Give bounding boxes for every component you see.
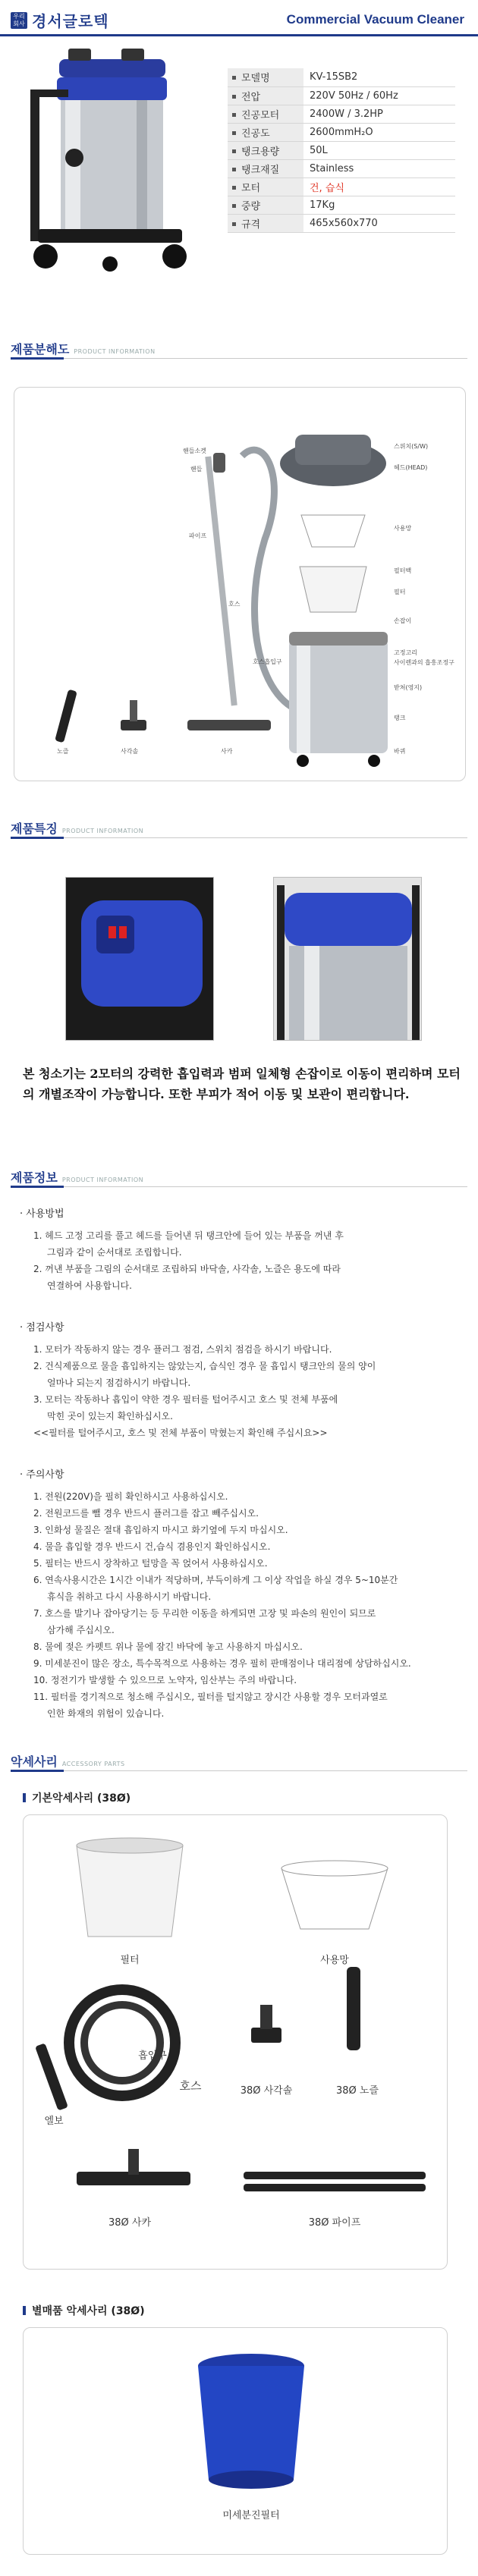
caution-title: · 주의사항 xyxy=(20,1467,411,1484)
optional-accessories-box xyxy=(23,2327,448,2555)
part-label-tank: 탱크 xyxy=(394,715,406,721)
part-label-floor-tool: 사카 xyxy=(221,748,233,755)
switch-closeup-image xyxy=(66,878,214,1041)
inspection-block xyxy=(20,1320,376,1441)
caution-line: 7. 호스를 발기나 잡아당기는 등 무리한 이동을 하게되면 고장 및 파손의 원인이 되므로 xyxy=(33,1608,376,1619)
caution-line: 11. 필터를 경기적으로 청소해 주십시오, 필터를 털지않고 장시간 사용할 경우 모터과열로 xyxy=(33,1692,388,1702)
spec-value: 2400W / 3.2HP xyxy=(303,105,455,123)
feature-photo-body xyxy=(273,877,422,1041)
spec-label: 규격 xyxy=(228,214,303,232)
part-label-handle: 핸들 xyxy=(190,466,203,473)
section-divider xyxy=(11,1186,467,1187)
inspection-line: 2. 건식제품으로 물을 흡입하지는 않았는지, 습식인 경우 물 흡입시 탱크안의 물의 양이 xyxy=(33,1361,376,1371)
spec-row xyxy=(228,177,455,196)
accessory-label-hose: 호스 xyxy=(179,2079,202,2093)
accessory-label-fine-filter: 미세분진필터 xyxy=(222,2510,280,2521)
part-label-hose-inlet: 호스흡입구 xyxy=(253,658,282,665)
spec-row xyxy=(228,159,455,177)
part-label-switch: 스위치(S/W) xyxy=(394,443,429,450)
part-label-grip: 손잡이 xyxy=(394,617,412,624)
fine-filter-image xyxy=(24,2328,448,2556)
caution-block xyxy=(20,1467,411,1722)
section-title-info: 제품정보 PRODUCT INFORMATION xyxy=(11,1170,144,1185)
spec-label: 전압 xyxy=(228,86,303,105)
part-label-handle-socket: 핸들소켓 xyxy=(183,448,206,454)
part-label-hose: 호스 xyxy=(228,601,241,608)
part-label-brush: 사각솔 xyxy=(121,748,139,755)
accessory-label-filter: 필터 xyxy=(120,1955,140,1966)
caution-line: 1. 전원(220V)을 필히 확인하시고 사용하십시오. xyxy=(33,1491,228,1502)
usage-title: · 사용방법 xyxy=(20,1206,344,1223)
part-label-filter: 필터 xyxy=(394,589,406,595)
section-title-features: 제품특징 PRODUCT INFORMATION xyxy=(11,821,144,836)
caution-line: 10. 정전기가 발생할 수 있으므로 노약자, 임산부는 주의 바랍니다. xyxy=(33,1675,297,1685)
spec-row xyxy=(228,196,455,214)
feature-photo-switch xyxy=(65,877,214,1041)
product-image xyxy=(15,44,205,287)
part-label-clip: 고정고리 xyxy=(394,649,417,656)
section-divider xyxy=(11,358,467,359)
parts-diagram xyxy=(14,387,466,781)
brand-logo xyxy=(11,9,109,31)
spec-label: 모터 xyxy=(228,177,303,196)
caution-line: 5. 필터는 반드시 장착하고 털망을 꼭 얹어서 사용하십시오. xyxy=(33,1558,268,1569)
caution-line: 휴식을 취하고 다시 사용하시기 바랍니다. xyxy=(47,1591,212,1602)
part-label-basket: 사용망 xyxy=(394,525,412,532)
feature-description: 본 청소기는 2모터의 강력한 흡입력과 범퍼 일체형 손잡이로 이동이 편리하며 모터의 개별조작이 가능합니다. 또한 부피가 적어 이동 및 보관이 편리합니다. xyxy=(23,1067,461,1101)
spec-row xyxy=(228,105,455,123)
part-label-wheel: 바퀴 xyxy=(394,748,406,755)
inspection-line: 3. 모터는 작동하나 흡입이 약한 경우 필터를 털어주시고 호스 및 전체 부품에 xyxy=(33,1394,338,1405)
inspection-line: 막힌 곳이 있는지 확인하십시오. xyxy=(47,1411,173,1422)
spec-value: 465x560x770 xyxy=(303,214,455,232)
spec-label: 진공도 xyxy=(228,123,303,141)
usage-line: 2. 꺼낸 부품을 그림의 순서대로 조립하되 바닥솔, 사각솔, 노즐은 용도에 따라 xyxy=(33,1264,341,1274)
inspection-title: · 점검사항 xyxy=(20,1320,376,1337)
spec-table xyxy=(228,68,455,233)
usage-line: 연결하여 사용합니다. xyxy=(47,1280,132,1291)
accessory-label-floor-tool: 38Ø 사카 xyxy=(108,2217,152,2229)
header-title: Commercial Vacuum Cleaner xyxy=(286,12,464,27)
caution-line: 삼가해 주십시오. xyxy=(47,1625,115,1635)
part-label-filter-bag: 필터백 xyxy=(394,567,412,574)
spec-value: KV-15SB2 xyxy=(303,68,455,86)
spec-value: 2600mmH₂O xyxy=(303,123,455,141)
spec-label: 중량 xyxy=(228,196,303,214)
caution-line: 3. 인화성 물질은 절대 흡입하지 마시고 화기옆에 두지 마십시오. xyxy=(33,1525,288,1535)
accessory-label-inlet: 흡입구 xyxy=(138,2050,167,2062)
part-label-bracket: 받쳐(영지) xyxy=(394,684,423,691)
caution-line: 9. 미세분진이 많은 장소, 특수목적으로 사용하는 경우 필히 판매점이나 대리점에 상담하십시오. xyxy=(33,1658,411,1669)
accessories-illustration xyxy=(24,1815,448,2270)
part-label-crevice: 노즐 xyxy=(57,748,69,755)
spec-row xyxy=(228,214,455,232)
spec-row xyxy=(228,141,455,159)
caution-line: 8. 물에 젖은 카펫트 위나 물에 잠긴 바닥에 놓고 사용하지 마십시오. xyxy=(33,1641,303,1652)
part-label-wand: 파이프 xyxy=(189,532,207,539)
spec-value: 건, 습식 xyxy=(303,177,455,196)
inspection-line: 1. 모터가 작동하지 않는 경우 플러그 점검, 스위치 점검을 하시기 바랍니다. xyxy=(33,1344,332,1355)
section-divider xyxy=(11,837,467,838)
spec-value: Stainless xyxy=(303,159,455,177)
spec-label: 모델명 xyxy=(228,68,303,86)
basic-accessories-title: 기본악세사리 (38Ø) xyxy=(23,1790,131,1805)
usage-line: 1. 헤드 고정 고리를 풀고 헤드를 들어낸 뒤 탱크안에 들어 있는 부품을 꺼낸 후 xyxy=(33,1230,344,1241)
inspection-line: 얼마나 되는지 점검하시기 바랍니다. xyxy=(47,1378,191,1388)
inspection-line: <<필터를 털어주시고, 호스 및 전체 부품이 막혔는지 확인해 주십시요>> xyxy=(33,1428,328,1438)
section-title-parts: 제품분해도 PRODUCT INFORMATION xyxy=(11,342,156,357)
basic-accessories-box xyxy=(23,1814,448,2270)
spec-row xyxy=(228,68,455,86)
spec-row xyxy=(228,123,455,141)
accessory-label-basket: 사용망 xyxy=(320,1955,349,1966)
part-label-head: 헤드(HEAD) xyxy=(394,464,428,471)
accessory-label-elbow: 엘보 xyxy=(44,2116,64,2127)
caution-line: 인한 화재의 위험이 있습니다. xyxy=(47,1708,165,1719)
spec-label: 탱크재질 xyxy=(228,159,303,177)
spec-row xyxy=(228,86,455,105)
spec-value: 17Kg xyxy=(303,196,455,214)
caution-line: 6. 연속사용시간은 1시간 이내가 적당하며, 부득이하게 그 이상 작업을 하실 경우 5~10분간 xyxy=(33,1575,398,1585)
accessory-label-brush: 38Ø 사각솔 xyxy=(240,2085,293,2097)
spec-label: 탱크용량 xyxy=(228,141,303,159)
body-closeup-image xyxy=(274,878,422,1041)
spec-label: 진공모터 xyxy=(228,105,303,123)
spec-value: 50L xyxy=(303,141,455,159)
spec-value: 220V 50Hz / 60Hz xyxy=(303,86,455,105)
section-divider xyxy=(11,1770,467,1771)
usage-block xyxy=(20,1206,344,1294)
optional-accessories-title: 별매품 악세사리 (38Ø) xyxy=(23,2303,145,2318)
accessory-label-pipe: 38Ø 파이프 xyxy=(308,2217,361,2229)
caution-line: 2. 전원코드를 뺄 경우 반드시 플러그를 잡고 빼주십시오. xyxy=(33,1508,259,1519)
accessory-label-nozzle: 38Ø 노즐 xyxy=(335,2085,379,2097)
logo-text: 경서글로텍 xyxy=(32,12,109,30)
page-header xyxy=(0,0,478,36)
part-label-drain: 사이렌과의 흡흥조정구 xyxy=(394,659,454,666)
logo-badge: 우리 회사 xyxy=(11,12,27,29)
section-title-accessories: 악세사리 ACCESSORY PARTS xyxy=(11,1755,125,1769)
usage-line: 그림과 같이 순서대로 조립합니다. xyxy=(47,1247,182,1258)
caution-line: 4. 물을 흡입할 경우 반드시 건,습식 겸용인지 확인하십시오. xyxy=(33,1541,271,1552)
